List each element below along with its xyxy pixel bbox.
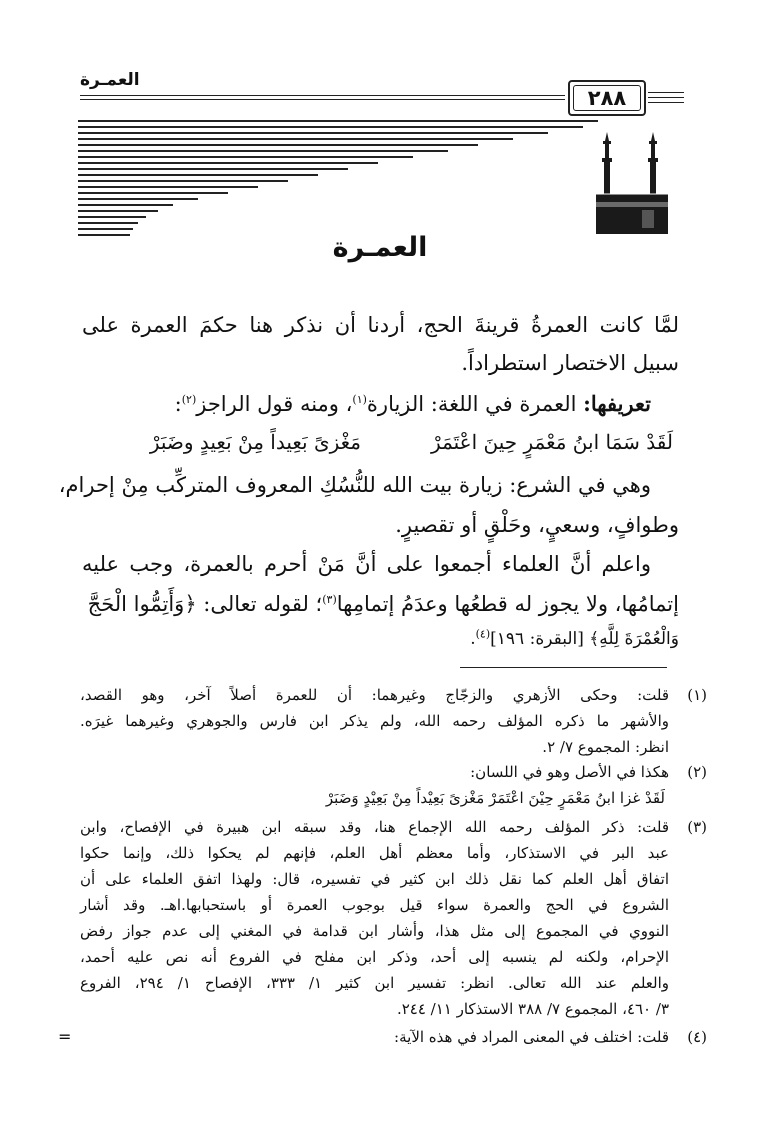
- footnote-line: ٣/ ٤٦٠، المجموع ٧/ ٣٨٨ الاستذكار ١١/ ٢٤٤.: [396, 1000, 669, 1018]
- body-text: إتمامُها، ولا يجوز له قطعُها وعدَمُ إتمامِها: [336, 592, 679, 616]
- decoration-bar: [78, 126, 583, 128]
- quran-citation: وَالْعُمْرَةَ لِلَّهِ﴾ [البقرة: ١٩٦]: [490, 629, 679, 649]
- decoration-bar: [78, 132, 548, 134]
- body-line: وهي في الشرع: زيارة بيت الله للنُّسُكِ المعروف المتركِّب مِنْ إحرام،: [58, 473, 651, 497]
- chapter-title: العمـرة: [332, 232, 428, 263]
- footnote-line: والأشهر ما ذكره المؤلف رحمه الله، ولم يذكر ابن فارس والجوهري وغيرهما غيرَه.: [80, 712, 669, 730]
- running-title: العمـرة: [80, 70, 140, 90]
- decoration-bar: [78, 216, 146, 218]
- body-line: [470, 628, 679, 649]
- decoration-bar: [78, 168, 348, 170]
- footnote-number: (٢): [687, 763, 707, 781]
- footnote-ref: (١): [352, 393, 367, 406]
- decoration-bar: [78, 204, 173, 206]
- decoration-bar: [78, 150, 448, 152]
- footnote-number: (٤): [687, 1028, 707, 1046]
- page-number-frame: [573, 85, 641, 111]
- header-side-rule: [648, 92, 684, 93]
- footnote-number: (١): [687, 686, 707, 704]
- footnote-number: (٣): [687, 818, 707, 836]
- body-line: وطوافٍ، وسعيٍ، وحَلْقٍ أو تقصيرٍ.: [395, 513, 679, 537]
- footnote-line: الإحرام، ولكنه لم ينسبه إلى أحد، وذكر ابن مفلح في الفروع أنه نص عليه أحمد،: [80, 948, 669, 966]
- body-text: .: [470, 629, 476, 649]
- footnote-verse: لَقَدْ غزا ابنُ مَعْمَرٍ حِيْنَ اعْتَمَرْ مَغْزىً بَعِيْداً مِنْ بَعِيْدٍ وَضَبَرْ: [325, 789, 665, 807]
- definition-text: ، ومنه قول الراجز: [196, 392, 353, 416]
- footnote-line: انظر: المجموع ٧/ ٢.: [542, 738, 669, 756]
- decoration-bar: [78, 144, 478, 146]
- body-line: [88, 592, 679, 616]
- definition-text: العمرة في اللغة: الزيارة: [366, 392, 584, 416]
- decoration-bar: [78, 186, 258, 188]
- body-text: ؛ لقوله تعالى: ﴿وَأَتِمُّوا الْحَجَّ: [87, 592, 323, 616]
- footnote-line: الشروع في الحج والعمرة سواء قيل بوجوب العمرة أو باستحبابها.اهـ. وقد أشار: [80, 896, 669, 914]
- decoration-bar: [78, 192, 228, 194]
- body-line: سبيل الاختصار استطراداً.: [461, 351, 679, 375]
- footnote-ref: (٤): [475, 627, 491, 641]
- footnote-ref: (٢): [181, 393, 197, 406]
- verse-hemistich-2: مَغْزىً بَعِيداً مِنْ بَعِيدٍ وضَبَرْ: [149, 430, 361, 454]
- page-number: ٢٨٨: [587, 86, 627, 110]
- header-side-rule: [648, 97, 684, 98]
- header-side-rule: [648, 102, 684, 103]
- footnote-line: قلت: وحكى الأزهري والزجّاج وغيرهما: أن للعمرة أصلاً آخر، وهو القصد،: [80, 686, 669, 704]
- chapter-decoration-bars: [78, 120, 598, 245]
- definition-label: تعريفها:: [583, 391, 651, 416]
- decoration-bar: [78, 174, 318, 176]
- footnote-line: عبد البر في الاستذكار، وأما معظم أهل العلم، فإنهم لم يحكوا ذلك، وإنما حكوا: [80, 844, 669, 862]
- decoration-bar: [78, 156, 413, 158]
- body-line: لمَّا كانت العمرةُ قرينةَ الحج، أردنا أن نذكر هنا حكمَ العمرة على: [82, 313, 679, 337]
- footnote-line: قلت: اختلف في المعنى المراد في هذه الآية:: [394, 1028, 669, 1046]
- definition-line: [175, 391, 651, 416]
- decoration-bar: [78, 138, 513, 140]
- decoration-bar: [78, 120, 598, 122]
- decoration-bar: [78, 222, 138, 224]
- footnote-separator: [460, 667, 667, 668]
- header-rule: [80, 99, 565, 100]
- footnote-line: النووي في المجموع إلى مثل هذا، وأشار ابن قدامة في المغني إلى عدم جواز رفض: [80, 922, 669, 940]
- header-rule: [80, 95, 565, 96]
- decoration-bar: [78, 162, 378, 164]
- kaaba-illustration: [592, 128, 672, 236]
- continuation-mark: =: [58, 1027, 72, 1046]
- footnote-line: والعلم عند الله تعالى. انظر: تفسير ابن كثير ١/ ٣٣٣، الإفصاح ١/ ٢٩٤، الفروع: [80, 974, 670, 992]
- footnote-ref: (٣): [322, 593, 337, 606]
- decoration-bar: [78, 180, 288, 182]
- footnote-line: هكذا في الأصل وهو في اللسان:: [470, 763, 669, 781]
- decoration-bar: [78, 228, 133, 230]
- decoration-bar: [78, 234, 130, 236]
- page-number-box: [568, 80, 646, 116]
- decoration-bar: [78, 198, 198, 200]
- definition-text: :: [174, 392, 182, 416]
- body-line: واعلم أنَّ العلماء أجمعوا على أنَّ مَنْ أحرم بالعمرة، وجب عليه: [82, 552, 651, 576]
- footnote-line: قلت: ذكر المؤلف رحمه الله الإجماع هنا، وقد سبقه ابن هبيرة في الإفصاح، وابن: [80, 818, 669, 836]
- footnote-line: اتفاق أهل العلم كما نقل ذلك ابن كثير في تفسيره، قال: ولهذا اتفق العلماء على أن: [80, 870, 669, 888]
- verse-hemistich-1: لَقَدْ سَمَا ابنُ مَعْمَرٍ حِينَ اعْتَمَرْ: [431, 430, 673, 454]
- decoration-bar: [78, 210, 158, 212]
